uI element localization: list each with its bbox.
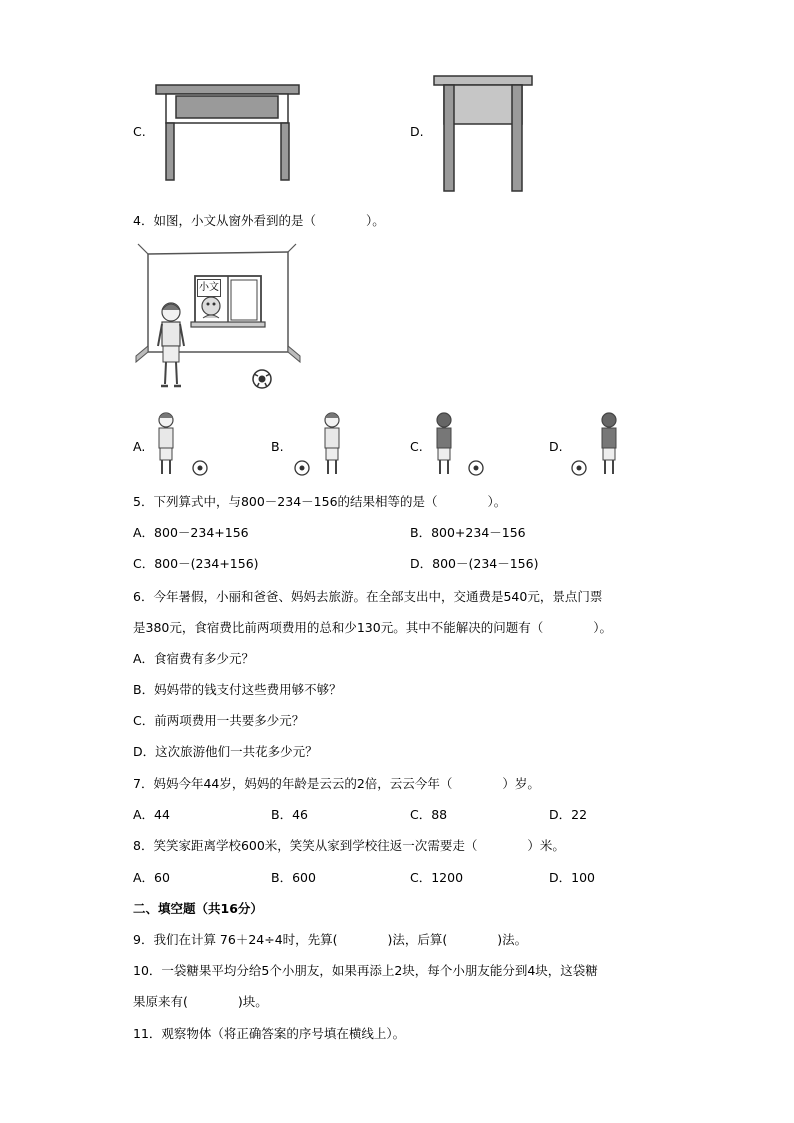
q9-stem: 9．我们在计算 76＋24÷4时，先算( )法，后算( )法。 [133,932,528,947]
q8-option-c: C．1200 [410,870,464,885]
q4-option-c-image [428,410,488,480]
q7-option-b: B．46 [271,807,308,822]
q4-option-d-image [567,410,627,480]
q6-option-b: B．妈妈带的钱支付这些费用够不够？ [133,682,342,697]
q4-option-a-image [152,410,212,480]
q3-option-d-table-image [432,75,534,195]
q4-option-d-label: D. [549,439,563,454]
q10-stem-line1: 10．一袋糖果平均分给5个小朋友，如果再添上2块，每个小朋友能分到4块，这袋糖 [133,963,598,978]
q4-scene-image [133,242,303,397]
q8-option-b: B．600 [271,870,316,885]
q5-option-b: B．800+234－156 [410,525,526,540]
q6-option-c: C．前两项费用一共要多少元？ [133,713,305,728]
q6-stem-line2: 是380元，食宿费比前两项费用的总和少130元。其中不能解决的问题有（ ）。 [133,620,612,635]
q7-option-a: A．44 [133,807,170,822]
q5-option-d: D．800－(234－156) [410,556,539,571]
q8-stem: 8．笑笑家距离学校600米，笑笑从家到学校往返一次需要走（ ）米。 [133,838,565,853]
q6-stem-line1: 6．今年暑假，小丽和爸爸、妈妈去旅游。在全部支出中，交通费是540元，景点门票 [133,589,603,604]
q8-option-d: D．100 [549,870,595,885]
q7-option-c: C．88 [410,807,448,822]
q3-option-d-label: D. [410,124,424,139]
q4-option-a-label: A. [133,439,146,454]
q3-option-c-label: C. [133,124,146,139]
q10-stem-line2: 果原来有( )块。 [133,994,268,1009]
q3-option-c-table-image [150,84,305,184]
q11-stem: 11．观察物体（将正确答案的序号填在横线上）。 [133,1026,406,1041]
q4-option-c-label: C. [410,439,423,454]
q6-option-a: A．食宿费有多少元？ [133,651,255,666]
q5-stem: 5．下列算式中，与800－234－156的结果相等的是（ ）。 [133,494,507,509]
q4-name-tag: 小文 [197,279,221,297]
section-2-heading: 二、填空题（共16分） [133,901,263,916]
q5-option-c: C．800－(234+156) [133,556,259,571]
q4-stem: 4．如图，小文从窗外看到的是（ ）。 [133,213,385,228]
q8-option-a: A．60 [133,870,170,885]
q7-stem: 7．妈妈今年44岁，妈妈的年龄是云云的2倍，云云今年（ ）岁。 [133,776,540,791]
q5-option-a: A．800－234+156 [133,525,249,540]
q4-option-b-image [290,410,350,480]
q7-option-d: D．22 [549,807,588,822]
q6-option-d: D．这次旅游他们一共花多少元？ [133,744,318,759]
q4-option-b-label: B. [271,439,284,454]
